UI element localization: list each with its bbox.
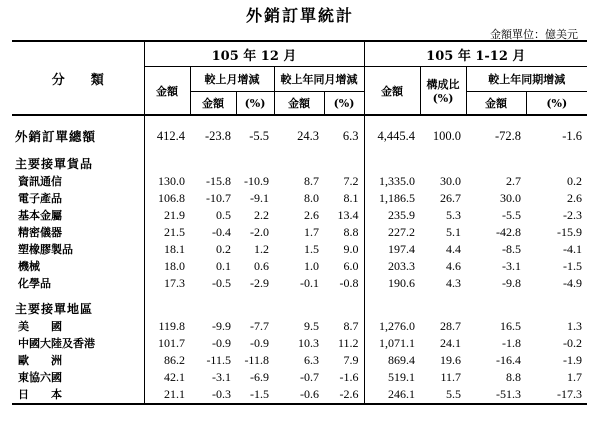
cell-value: 8.0 bbox=[304, 191, 319, 205]
cell-value: 5.3 bbox=[446, 208, 462, 222]
table-row bbox=[12, 241, 587, 258]
cell-value: -6.9 bbox=[250, 370, 269, 384]
cell-value: 1,186.5 bbox=[364, 190, 420, 207]
table-row bbox=[12, 318, 587, 335]
cell-value: -72.8 bbox=[494, 128, 522, 143]
cell-value: 28.7 bbox=[440, 319, 462, 333]
row-label: 基本金屬 bbox=[18, 209, 62, 222]
cell-value: -15.9 bbox=[557, 225, 583, 239]
cell-value: -10.7 bbox=[206, 191, 231, 205]
table-row bbox=[12, 275, 587, 292]
cell-value: 6.0 bbox=[343, 259, 359, 273]
cell-value: -4.1 bbox=[563, 242, 583, 256]
cell-value: -11.8 bbox=[244, 353, 269, 367]
cell-value: 130.0 bbox=[144, 173, 190, 190]
cell-value: 203.3 bbox=[364, 258, 420, 275]
cell-value: 4.4 bbox=[446, 242, 462, 256]
export-orders-table bbox=[12, 40, 587, 405]
cell-value: -0.5 bbox=[212, 276, 231, 290]
section-header-regions bbox=[12, 301, 587, 318]
cell-value: 24.1 bbox=[440, 336, 462, 350]
cell-value: 0.5 bbox=[216, 208, 231, 222]
cell-value: 10.3 bbox=[298, 336, 319, 350]
cell-value: -9.8 bbox=[502, 276, 522, 290]
row-label: 美 國 bbox=[18, 320, 62, 333]
cell-value: 18.1 bbox=[144, 241, 190, 258]
cell-value: 0.1 bbox=[216, 259, 231, 273]
cell-value: -2.0 bbox=[250, 225, 269, 239]
cell-value: 100.0 bbox=[432, 128, 462, 143]
cell-value: 19.6 bbox=[440, 353, 462, 367]
header-amount-month: 金額 bbox=[144, 67, 190, 116]
cell-value: -2.3 bbox=[563, 208, 583, 222]
cell-value: 21.9 bbox=[144, 207, 190, 224]
table-row bbox=[12, 190, 587, 207]
cell-value: 2.6 bbox=[567, 191, 583, 205]
cell-value: 0.2 bbox=[567, 174, 583, 188]
table-row bbox=[12, 369, 587, 386]
cell-value: -15.8 bbox=[206, 174, 231, 188]
table-row bbox=[12, 224, 587, 241]
cell-value: 412.4 bbox=[144, 125, 190, 147]
document-title: 外銷訂單統計 bbox=[245, 6, 354, 25]
cell-value: 30.0 bbox=[440, 174, 462, 188]
row-label: 塑橡膠製品 bbox=[18, 243, 73, 256]
cell-value: 24.3 bbox=[297, 128, 319, 143]
cell-value: -42.8 bbox=[496, 225, 522, 239]
header-sub-pct: (%) bbox=[236, 92, 274, 116]
row-label: 機械 bbox=[18, 260, 40, 273]
header-sub-amount: 金額 bbox=[466, 92, 526, 116]
cell-value: 519.1 bbox=[364, 369, 420, 386]
header-yoy-change: 較上年同月增減 bbox=[274, 67, 364, 92]
table-row bbox=[12, 386, 587, 404]
cell-value: 11.7 bbox=[440, 370, 462, 384]
row-label: 外銷訂單總額 bbox=[15, 128, 97, 144]
cell-value: 1.0 bbox=[304, 259, 319, 273]
cell-value: 1.3 bbox=[567, 319, 583, 333]
section-title: 主要接單地區 bbox=[15, 302, 94, 316]
header-ytd-yoy-change: 較上年同期增減 bbox=[466, 67, 587, 92]
cell-value: 101.7 bbox=[144, 335, 190, 352]
row-label: 電子產品 bbox=[18, 192, 62, 205]
cell-value: -3.1 bbox=[212, 370, 231, 384]
cell-value: -0.7 bbox=[300, 370, 319, 384]
cell-value: 11.2 bbox=[337, 336, 359, 350]
header-sub-amount: 金額 bbox=[190, 92, 236, 116]
cell-value: 26.7 bbox=[440, 191, 462, 205]
cell-value: 7.9 bbox=[343, 353, 359, 367]
cell-value: 2.6 bbox=[304, 208, 319, 222]
cell-value: -2.6 bbox=[324, 386, 364, 404]
header-category: 分 類 bbox=[12, 41, 144, 115]
row-label: 日 本 bbox=[12, 386, 144, 404]
row-label: 資訊通信 bbox=[18, 175, 62, 188]
cell-value: 9.0 bbox=[343, 242, 359, 256]
cell-value: -1.6 bbox=[339, 370, 359, 384]
cell-value: 42.1 bbox=[144, 369, 190, 386]
cell-value: 235.9 bbox=[364, 207, 420, 224]
cell-value: 1,276.0 bbox=[364, 318, 420, 335]
cell-value: 8.7 bbox=[343, 319, 359, 333]
cell-value: -0.9 bbox=[212, 336, 231, 350]
table-row bbox=[12, 173, 587, 190]
cell-value: -0.3 bbox=[190, 386, 236, 404]
header-sub-amount: 金額 bbox=[274, 92, 324, 116]
cell-value: 0.2 bbox=[216, 242, 231, 256]
section-title: 主要接單貨品 bbox=[15, 157, 94, 171]
cell-value: -23.8 bbox=[204, 128, 231, 143]
cell-value: -0.4 bbox=[212, 225, 231, 239]
cell-value: 197.4 bbox=[364, 241, 420, 258]
table-row bbox=[12, 335, 587, 352]
cell-value: 30.0 bbox=[500, 191, 522, 205]
cell-value: 6.3 bbox=[342, 128, 359, 143]
table-body bbox=[12, 115, 587, 404]
cell-value: 8.7 bbox=[304, 174, 319, 188]
cell-value: 9.5 bbox=[304, 319, 319, 333]
cell-value: -51.3 bbox=[466, 386, 526, 404]
cell-value: 21.5 bbox=[144, 224, 190, 241]
cell-value: 190.6 bbox=[364, 275, 420, 292]
cell-value: 8.8 bbox=[343, 225, 359, 239]
cell-value: 5.1 bbox=[446, 225, 462, 239]
cell-value: 1.7 bbox=[567, 370, 583, 384]
unit-note: 金額單位：億美元 bbox=[490, 28, 578, 41]
row-label: 歐 洲 bbox=[18, 354, 62, 367]
cell-value: -1.5 bbox=[563, 259, 583, 273]
header-period-ytd: 105 年 1-12 月 bbox=[364, 41, 587, 67]
cell-value: -2.9 bbox=[250, 276, 269, 290]
header-sub-pct: (%) bbox=[324, 92, 364, 116]
cell-value: 17.3 bbox=[144, 275, 190, 292]
cell-value: 1.7 bbox=[304, 225, 319, 239]
cell-value: -3.1 bbox=[502, 259, 522, 273]
table-row bbox=[12, 258, 587, 275]
cell-value: 106.8 bbox=[144, 190, 190, 207]
cell-value: 4,445.4 bbox=[364, 125, 420, 147]
cell-value: -1.8 bbox=[502, 336, 522, 350]
cell-value: -17.3 bbox=[526, 386, 587, 404]
cell-value: 18.0 bbox=[144, 258, 190, 275]
cell-value: 4.3 bbox=[446, 276, 462, 290]
cell-value: 2.7 bbox=[506, 174, 522, 188]
cell-value: 227.2 bbox=[364, 224, 420, 241]
cell-value: -0.6 bbox=[274, 386, 324, 404]
cell-value: -0.9 bbox=[250, 336, 269, 350]
cell-value: 21.1 bbox=[144, 386, 190, 404]
cell-value: -0.1 bbox=[300, 276, 319, 290]
cell-value: 8.8 bbox=[506, 370, 522, 384]
header-share: 構成比(%) bbox=[420, 67, 466, 116]
cell-value: 1,335.0 bbox=[364, 173, 420, 190]
cell-value: -9.9 bbox=[212, 319, 231, 333]
row-label: 精密儀器 bbox=[18, 226, 62, 239]
cell-value: -1.6 bbox=[562, 128, 583, 143]
cell-value: -4.9 bbox=[563, 276, 583, 290]
table-row-grand-total bbox=[12, 125, 587, 147]
cell-value: 1,071.1 bbox=[364, 335, 420, 352]
table-row bbox=[12, 352, 587, 369]
cell-value: -0.2 bbox=[563, 336, 583, 350]
cell-value: -11.5 bbox=[206, 353, 231, 367]
cell-value: -5.5 bbox=[502, 208, 522, 222]
row-label: 中國大陸及香港 bbox=[18, 337, 95, 350]
cell-value: -1.9 bbox=[563, 353, 583, 367]
cell-value: 86.2 bbox=[144, 352, 190, 369]
row-label: 化學品 bbox=[18, 277, 51, 290]
cell-value: -10.9 bbox=[244, 174, 269, 188]
header-mom-change: 較上月增減 bbox=[190, 67, 274, 92]
cell-value: 16.5 bbox=[500, 319, 522, 333]
cell-value: 6.3 bbox=[304, 353, 319, 367]
cell-value: 4.6 bbox=[446, 259, 462, 273]
table-row bbox=[12, 207, 587, 224]
cell-value: -9.1 bbox=[250, 191, 269, 205]
cell-value: 0.6 bbox=[254, 259, 269, 273]
cell-value: 869.4 bbox=[364, 352, 420, 369]
cell-value: 7.2 bbox=[343, 174, 359, 188]
cell-value: -1.5 bbox=[236, 386, 274, 404]
cell-value: 1.5 bbox=[304, 242, 319, 256]
section-header-goods bbox=[12, 156, 587, 173]
cell-value: 119.8 bbox=[144, 318, 190, 335]
header-sub-pct: (%) bbox=[526, 92, 587, 116]
header-amount-ytd: 金額 bbox=[364, 67, 420, 116]
cell-value: 5.5 bbox=[420, 386, 466, 404]
header-period-month: 105 年 12 月 bbox=[144, 41, 364, 67]
cell-value: 8.1 bbox=[343, 191, 359, 205]
cell-value: -5.5 bbox=[249, 128, 269, 143]
cell-value: -0.8 bbox=[339, 276, 359, 290]
cell-value: 246.1 bbox=[364, 386, 420, 404]
cell-value: 13.4 bbox=[337, 208, 359, 222]
cell-value: -8.5 bbox=[502, 242, 522, 256]
cell-value: 1.2 bbox=[254, 242, 269, 256]
cell-value: -7.7 bbox=[250, 319, 269, 333]
cell-value: 2.2 bbox=[254, 208, 269, 222]
row-label: 東協六國 bbox=[18, 371, 62, 384]
cell-value: -16.4 bbox=[496, 353, 522, 367]
